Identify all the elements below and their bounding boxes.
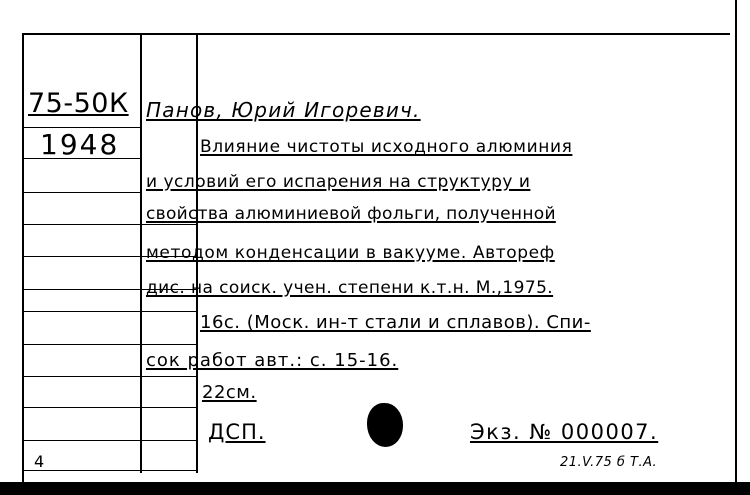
rule-line	[22, 376, 196, 377]
description-line-3: свойства алюминиевой фольги, полученной	[146, 204, 556, 224]
rule-line	[22, 407, 196, 408]
rule-line	[22, 470, 196, 471]
copy-number: Экз. № 000007.	[470, 420, 659, 444]
ink-blot	[367, 403, 403, 447]
description-line-2: и условий его испарения на структуру и	[146, 172, 531, 192]
scan-bottom-edge	[0, 482, 750, 495]
call-number: 75-50К	[28, 88, 129, 119]
date-signature: 21.V.75 б Т.А.	[560, 455, 658, 470]
year: 1948	[40, 128, 120, 161]
card-right-edge	[735, 0, 750, 495]
margin-number: 4	[34, 452, 45, 471]
rule-line	[22, 344, 196, 345]
rule-line	[22, 311, 196, 312]
size-line: 22см.	[202, 382, 257, 403]
rule-line	[22, 192, 140, 193]
description-line-1: Влияние чистоты исходного алюминия	[200, 137, 573, 157]
description-line-4: методом конденсации в вакууме. Автореф	[146, 243, 555, 263]
description-line-7: сок работ авт.: с. 15-16.	[146, 350, 399, 371]
restriction-mark: ДСП.	[208, 420, 266, 444]
author-line: Панов, Юрий Игоревич.	[146, 98, 421, 122]
description-line-5: дис. на соиск. учен. степени к.т.н. М.,1975.	[146, 278, 554, 298]
rule-line	[22, 440, 196, 441]
rule-line	[22, 224, 196, 225]
description-line-6: 16с. (Моск. ин-т стали и сплавов). Спи-	[200, 312, 591, 333]
